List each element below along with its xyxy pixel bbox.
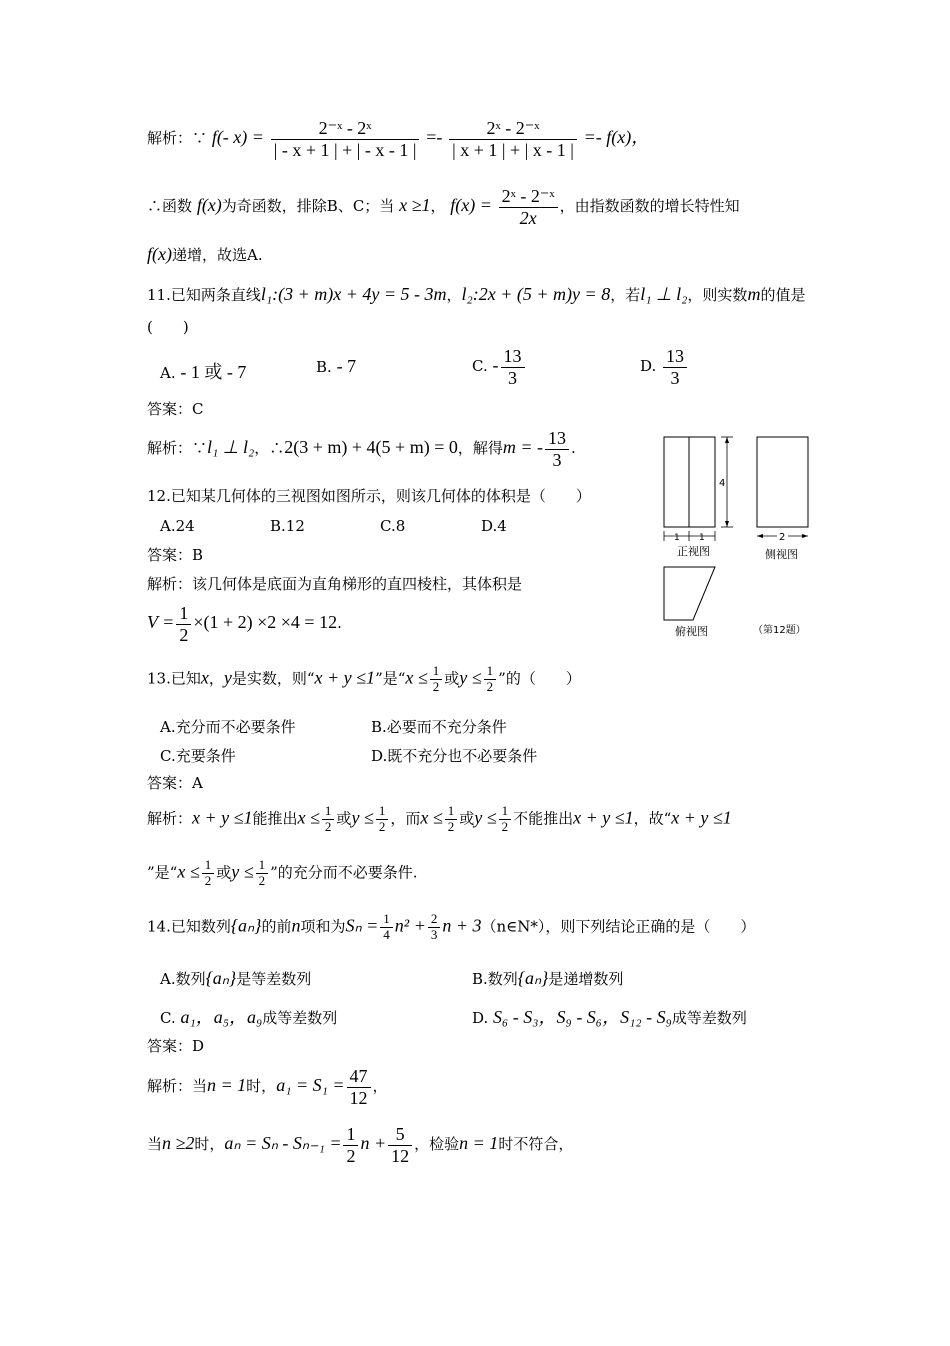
side-view-label: 侧视图 <box>765 548 798 561</box>
fraction: $\frac{13}{3}$ <box>501 346 525 388</box>
text: 为奇函数，排除B、C；当 <box>221 197 395 216</box>
top-view <box>664 567 715 620</box>
three-view-figure <box>655 430 825 645</box>
text: 11.已知两条直线 <box>147 286 261 304</box>
q12-stem: 12.已知某几何体的三视图如图所示，则该几何体的体积是（ ） <box>147 487 591 505</box>
answer-paren: ( ) <box>147 318 189 336</box>
fraction: $\frac{1}{2}$ <box>445 804 458 835</box>
q14-answer: 答案：D <box>147 1037 205 1055</box>
q13-solution-line1: 解析：x + y ≤1能推出x ≤ $\frac{1}{2}$ 或y ≤ $\frac{1}{2}$ ，而x ≤ $\frac{1}{2}$ 或y ≤ $\frac{1}{2}$ 不能推出x + y ≤1，故“x + y ≤1 <box>147 803 732 834</box>
math-line2: l₂:2x + (5 + m)y = 8 <box>461 284 611 304</box>
fraction: $\frac{1}{2}$ <box>484 664 497 695</box>
q14-option-c: C. a₁，a₅，a₉成等差数列 <box>160 1007 338 1027</box>
q11-stem: 11.已知两条直线l₁:(3 + m)x + 4y = 5 - 3m，l₂:2x + (5 + m)y = 8，若l₁ ⊥ l₂，则实数m的值是 <box>147 284 806 304</box>
fraction: $\frac{1}{4}$ <box>380 912 393 943</box>
fraction: $\frac{1}{2}$ <box>376 804 389 835</box>
q12-option-c: C.8 <box>380 517 406 535</box>
math-tail: =- f(x)， <box>583 127 650 148</box>
q14-stem: 14.已知数列{aₙ}的前n项和为Sₙ = $\frac{1}{4}$ n² + $\frac{2}{3}$ n + 3（n∈N*），则下列结论正确的是（ ） <box>147 911 756 942</box>
fraction: $\frac{1}{2}$ <box>176 603 191 645</box>
dim-height: 4 <box>719 478 726 489</box>
figure-caption: （第12题） <box>753 625 806 636</box>
q11-option-d: D. $\frac{13}{3}$ <box>640 346 689 388</box>
q13-option-d: D.既不充分也不必要条件 <box>371 747 538 765</box>
q12-solution: 解析：该几何体是底面为直角梯形的直四棱柱，其体积是 <box>147 575 523 593</box>
side-view <box>757 437 808 527</box>
q12-option-b: B.12 <box>270 517 305 535</box>
fraction: $\frac{5}{12}$ <box>388 1124 412 1166</box>
top-view-label: 俯视图 <box>675 625 708 638</box>
q13-option-c: C.充要条件 <box>160 747 236 765</box>
math-m: m <box>747 284 761 304</box>
dim-side: 2 <box>779 532 786 543</box>
math-line1: l₁:(3 + m)x + 4y = 5 - 3m <box>260 284 447 304</box>
q10-solution-line2 <box>147 186 740 228</box>
q14-solution-line1: 解析：当n = 1时，a₁ = S₁ = $\frac{47}{12}$ ， <box>147 1066 388 1108</box>
fraction: $\frac{\text{2⁻ˣ - 2ˣ}}{| - x + 1 | + | - x - 1 |}$ <box>271 118 420 160</box>
q11-option-b: B. - 7 <box>316 356 357 376</box>
dim-right: 1 <box>699 533 705 543</box>
because-symbol: ∵ <box>192 129 208 148</box>
fraction: $\frac{1}{2}$ <box>499 804 512 835</box>
math-fx: f(x) <box>196 195 222 216</box>
fraction: $\frac{47}{12}$ <box>347 1066 371 1108</box>
therefore-symbol: ∴ <box>147 197 163 216</box>
fraction: $\frac{13}{3}$ <box>663 346 687 388</box>
q13-stem: 13.已知x，y是实数，则“x + y ≤1”是“x ≤ $\frac{1}{2}$ 或y ≤ $\frac{1}{2}$ ”的（ ） <box>147 663 581 694</box>
math-lhs: f(- x) = <box>211 127 264 148</box>
math-fx: f(x) <box>147 244 172 264</box>
fraction: $\frac{2}{3}$ <box>428 912 441 943</box>
fraction: $\frac{13}{3}$ <box>545 428 569 470</box>
q12-answer: 答案：B <box>147 546 204 564</box>
text: 递增，故选A. <box>171 246 263 264</box>
q13-answer: 答案：A <box>147 774 203 792</box>
text: ，由指数函数的增长特性知 <box>559 197 740 216</box>
q13-solution-line2: ”是“x ≤ $\frac{1}{2}$ 或y ≤ $\frac{1}{2}$ ”的充分而不必要条件. <box>147 857 418 888</box>
math-eq: =- <box>426 127 443 148</box>
q12-option-d: D.4 <box>481 517 507 535</box>
fraction: $\frac{\text{2ˣ - 2⁻ˣ}}{| x + 1 | + | x - 1 |}$ <box>449 118 577 160</box>
q14-option-b: B.数列{aₙ}是递增数列 <box>472 968 624 988</box>
q13-option-b: B.必要而不充分条件 <box>371 718 507 736</box>
q12-formula: V = $\frac{1}{2}$ ×(1 + 2) ×2 ×4 = 12. <box>147 603 342 645</box>
q11-solution: 解析：∵l₁ ⊥ l₂，∴2(3 + m) + 4(5 + m) = 0，解得m = - $\frac{13}{3}$ . <box>147 428 576 470</box>
q14-option-a: A.数列{aₙ}是等差数列 <box>160 968 312 988</box>
q10-solution-line1 <box>147 118 649 160</box>
text: ， <box>430 197 446 216</box>
dim-left: 1 <box>674 533 680 543</box>
fraction: $\frac{1}{2}$ <box>256 858 269 889</box>
fraction: $\frac{1}{2}$ <box>202 858 215 889</box>
q13-option-a: A.充分而不必要条件 <box>160 718 296 736</box>
solution-label: 解析： <box>147 129 193 148</box>
q14-option-d: D. S₆ - S₃，S₉ - S₆，S₁₂ - S₉成等差数列 <box>472 1007 747 1027</box>
fraction: $\frac{1}{2}$ <box>343 1124 358 1166</box>
q11-option-a: A. - 1 或 - 7 <box>160 362 247 382</box>
fraction: $\frac{\text{2ˣ - 2⁻ˣ}}{2x}$ <box>499 186 558 228</box>
q11-option-c: C. - $\frac{13}{3}$ <box>472 346 527 388</box>
math-perp: l₁ ⊥ l₂ <box>640 284 688 304</box>
fraction: $\frac{1}{2}$ <box>430 664 443 695</box>
math-cond: x ≥1 <box>399 195 431 216</box>
text: 函数 <box>162 197 193 216</box>
q10-solution-line3 <box>147 244 263 266</box>
math-fx: f(x) = <box>450 195 492 216</box>
q14-solution-line2: 当n ≥2时，aₙ = Sₙ - Sₙ₋₁ = $\frac{1}{2}$ n + $\frac{5}{12}$ ，检验n = 1时不符合， <box>147 1124 574 1166</box>
front-view-label: 正视图 <box>677 545 710 558</box>
fraction: $\frac{1}{2}$ <box>322 804 335 835</box>
q11-answer: 答案：C <box>147 400 204 418</box>
q12-option-a: A.24 <box>160 517 195 535</box>
